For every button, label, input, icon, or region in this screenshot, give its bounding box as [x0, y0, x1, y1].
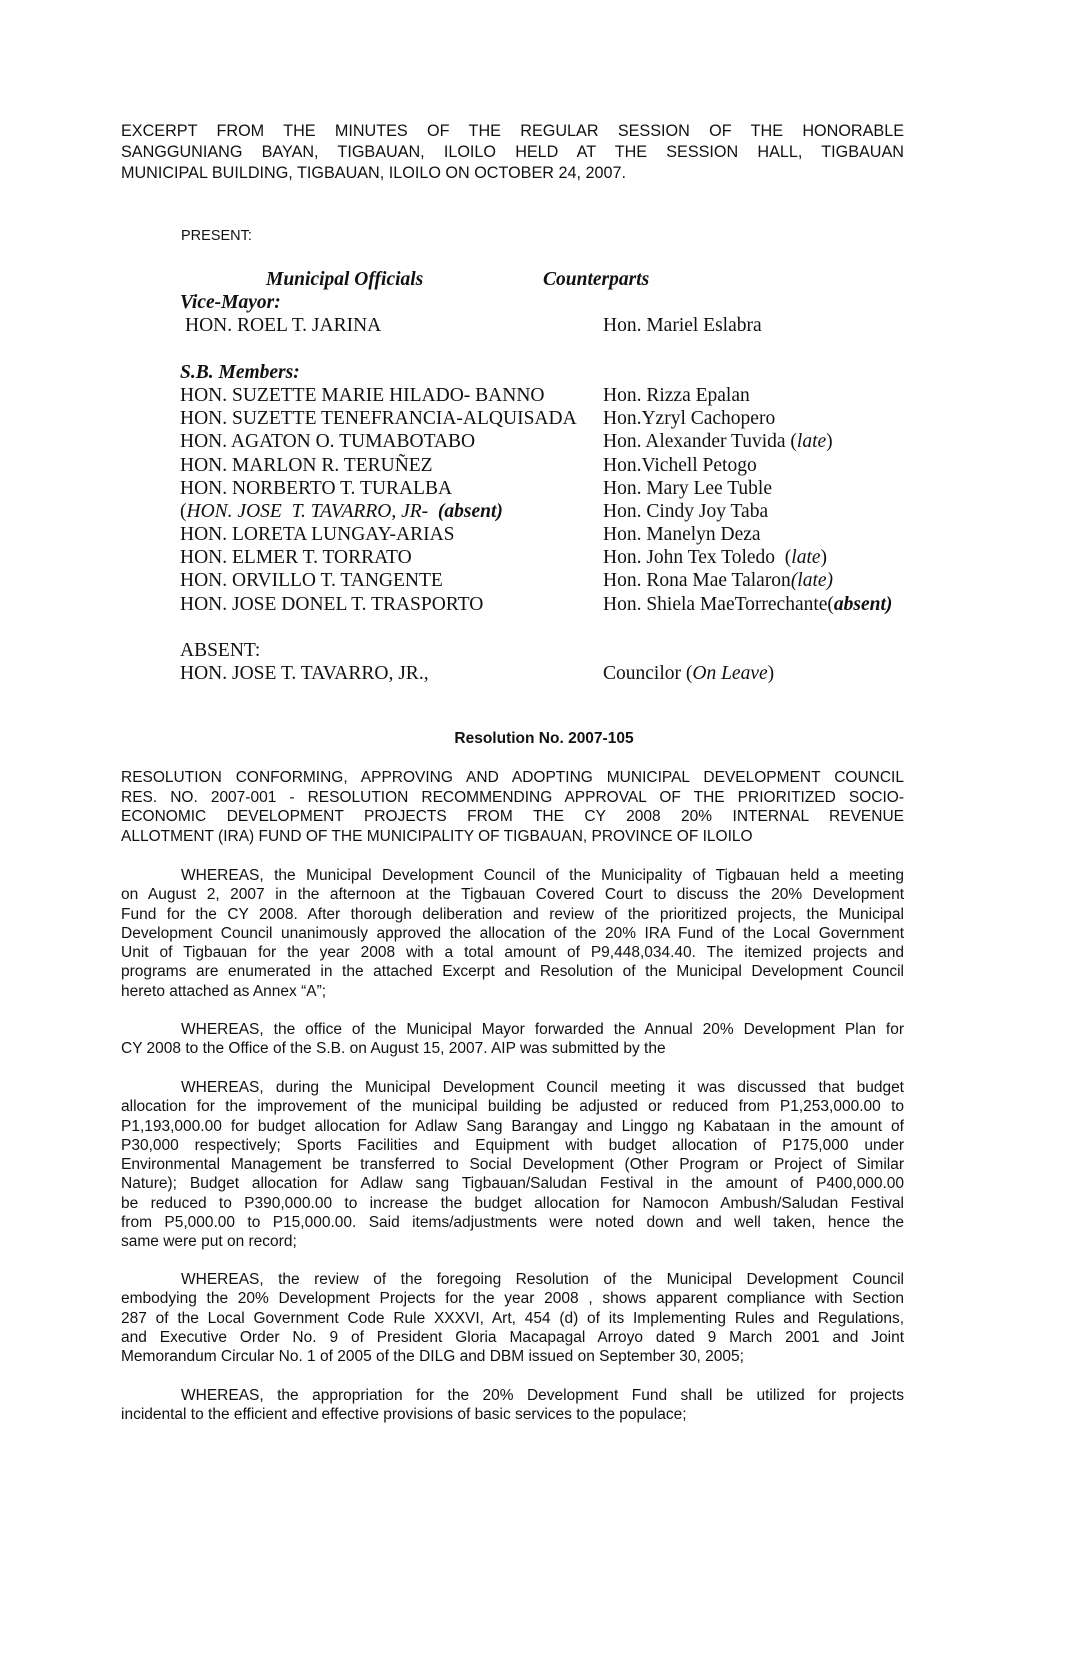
counterpart-name: Hon. Manelyn Deza — [603, 524, 761, 546]
absent-label: ABSENT: — [180, 640, 261, 661]
roster-row — [180, 430, 920, 453]
resolution-title — [121, 768, 904, 846]
official-name: HON. SUZETTE MARIE HILADO- BANNO — [180, 384, 545, 406]
counterpart-name — [603, 593, 892, 616]
paragraph-line: CY 2008 to the Office of the S.B. on August 15, 2007. AIP was submitted by the — [121, 1040, 666, 1058]
whereas-paragraph — [121, 1078, 904, 1252]
roster-column-headers — [180, 268, 920, 291]
counterpart-text: Hon. Shiela MaeTorrechante( — [603, 593, 834, 615]
paragraph-line: Development Council unanimously approved the allocation of the 20% IRA Fund of the Local Government — [121, 924, 904, 942]
whereas-paragraph — [121, 866, 904, 1001]
whereas-paragraph — [121, 1386, 904, 1425]
whereas-paragraph — [121, 1020, 904, 1059]
official-text: ( — [180, 500, 187, 522]
title-line: RES. NO. 2007-001 - RESOLUTION RECOMMENDING APPROVAL OF THE PRIORITIZED SOCIO- — [121, 788, 904, 806]
absent-note: absent) — [833, 593, 893, 615]
title-line: ALLOTMENT (IRA) FUND OF THE MUNICIPALITY OF TIGBAUAN, PROVINCE OF ILOILO — [121, 827, 753, 845]
late-note: late — [791, 547, 821, 569]
paragraph-line: WHEREAS, the office of the Municipal Mayor forwarded the Annual 20% Development Plan for — [181, 1021, 904, 1038]
counterpart-text: Councilor ( — [603, 663, 693, 685]
header-line: MUNICIPAL BUILDING, TIGBAUAN, ILOILO ON OCTOBER 24, 2007. — [121, 164, 626, 182]
counterpart-text: ) — [767, 663, 775, 685]
counterpart-text: ) — [826, 431, 833, 453]
paragraph-line: be reduced to P390,000.00 to increase the budget allocation for Namocon Ambush/Saludan Festival — [121, 1194, 904, 1212]
roster-row — [180, 314, 920, 337]
counterpart-name — [603, 430, 833, 453]
counterpart-name — [603, 546, 827, 569]
paragraph-line: hereto attached as Annex “A”; — [121, 982, 327, 1000]
official-name: HON. ELMER T. TORRATO — [180, 547, 412, 569]
paragraph-line: allocation for the improvement of the municipal building be adjusted or reduced from P1,253,000.00 to — [121, 1098, 904, 1116]
roster-row — [180, 662, 920, 685]
official-name: HON. SUZETTE TENEFRANCIA-ALQUISADA — [180, 408, 577, 430]
header-line: SANGGUNIANG BAYAN, TIGBAUAN, ILOILO HELD AT THE SESSION HALL, TIGBAUAN — [121, 143, 904, 161]
whereas-paragraph — [121, 1270, 904, 1366]
paragraph-line: same were put on record; — [121, 1233, 297, 1251]
paragraph-line: from P5,000.00 to P15,000.00. Said items/adjustments were noted down and well taken, hence the — [121, 1214, 904, 1232]
official-name: HON. JOSE DONEL T. TRASPORTO — [180, 593, 484, 615]
counterparts-column-header: Counterparts — [543, 269, 650, 290]
counterpart-name — [603, 662, 774, 685]
counterpart-name: Hon. Cindy Joy Taba — [603, 500, 769, 522]
paragraph-line: incidental to the efficient and effective provisions of basic services to the populace; — [121, 1406, 687, 1424]
paragraph-line: Fund for the CY 2008. After thorough deliberation and review of the prioritized projects, the Municipal — [121, 905, 904, 923]
paragraph-line: Unit of Tigbauan for the year 2008 with a total amount of P9,448,034.40. The itemized projects and — [121, 944, 904, 962]
counterpart-text: Hon. Rona Mae Talaron — [603, 570, 791, 592]
counterpart-text: Hon. John Tex Toledo ( — [603, 547, 792, 569]
roster-row — [180, 477, 920, 500]
late-note: late — [796, 431, 827, 453]
paragraph-line: P1,193,000.00 for budget allocation for Adlaw Sang Barangay and Linggo ng Kabataan in the amount of — [121, 1117, 904, 1135]
title-line: RESOLUTION CONFORMING, APPROVING AND ADOPTING MUNICIPAL DEVELOPMENT COUNCIL — [121, 769, 904, 786]
roster-row — [180, 593, 920, 616]
vice-mayor-label: Vice-Mayor: — [180, 292, 281, 314]
counterpart-name: Hon.Yzryl Cachopero — [603, 408, 776, 430]
roster-row — [180, 384, 920, 407]
official-name: HON. ORVILLO T. TANGENTE — [180, 570, 443, 592]
official-text: HON. JOSE T. TAVARRO, JR- — [186, 500, 438, 522]
present-label: PRESENT: — [181, 228, 252, 244]
absent-note: (absent) — [437, 500, 503, 522]
officials-column-header: Municipal Officials — [266, 269, 424, 290]
resolution-number: Resolution No. 2007-105 — [454, 730, 634, 747]
header-line: EXCERPT FROM THE MINUTES OF THE REGULAR SESSION OF THE HONORABLE — [121, 122, 904, 140]
official-name: HON. NORBERTO T. TURALBA — [180, 477, 453, 499]
counterpart-name: Hon. Mary Lee Tuble — [603, 477, 772, 499]
paragraph-line: WHEREAS, during the Municipal Development Council meeting it was discussed that budget — [181, 1079, 904, 1096]
sb-members-label: S.B. Members: — [180, 361, 300, 383]
counterpart-text: ) — [820, 547, 828, 569]
title-line: ECONOMIC DEVELOPMENT PROJECTS FROM THE CY 2008 20% INTERNAL REVENUE — [121, 808, 904, 825]
paragraph-line: and Executive Order No. 9 of President Gloria Macapagal Arroyo dated 9 March 2001 and Joint — [121, 1328, 904, 1346]
paragraph-line: P30,000 respectively; Sports Facilities and Equipment with budget allocation of P175,000 under — [121, 1136, 904, 1154]
official-name: HON. AGATON O. TUMABOTABO — [180, 431, 476, 453]
official-name: HON. MARLON R. TERUÑEZ — [180, 454, 433, 476]
official-name: HON. JOSE T. TAVARRO, JR., — [180, 663, 429, 685]
counterpart-name: Hon.Vichell Petogo — [603, 454, 757, 476]
paragraph-line: embodying the 20% Development Projects for the year 2008 , shows apparent compliance with Section — [121, 1290, 904, 1308]
paragraph-line: Nature); Budget allocation for Adlaw sang Tigbauan/Saludan Festival in the amount of P400,000.00 — [121, 1175, 904, 1193]
paragraph-line: Environmental Management be transferred to Social Development (Other Program or Project of Similar — [121, 1156, 904, 1174]
official-name: HON. ROEL T. JARINA — [185, 315, 382, 337]
official-name — [180, 500, 603, 523]
roster-row — [180, 454, 920, 477]
counterpart-name — [603, 569, 833, 592]
counterpart-text: Hon. Alexander Tuvida ( — [603, 431, 797, 453]
late-note: (late) — [790, 570, 834, 592]
document-header — [121, 121, 904, 184]
roster-row — [180, 523, 920, 546]
roster-row — [180, 500, 920, 523]
official-name: HON. LORETA LUNGAY-ARIAS — [180, 524, 455, 546]
paragraph-line: WHEREAS, the review of the foregoing Resolution of the Municipal Development Council — [181, 1271, 904, 1288]
leave-note: On Leave — [692, 663, 768, 685]
counterpart-name: Hon. Mariel Eslabra — [603, 315, 762, 337]
paragraph-line: Memorandum Circular No. 1 of 2005 of the DILG and DBM issued on September 30, 2005; — [121, 1348, 744, 1366]
paragraph-line: WHEREAS, the Municipal Development Council of the Municipality of Tigbauan held a meeting — [181, 867, 904, 884]
paragraph-line: programs are enumerated in the attached Excerpt and Resolution of the Municipal Development Council — [121, 963, 904, 981]
paragraph-line: WHEREAS, the appropriation for the 20% Development Fund shall be utilized for projects — [181, 1387, 904, 1404]
paragraph-line: 287 of the Local Government Code Rule XXXVI, Art, 454 (d) of its Implementing Rules and Regulations, — [121, 1309, 904, 1327]
counterpart-name: Hon. Rizza Epalan — [603, 384, 750, 406]
roster-row — [180, 407, 920, 430]
paragraph-line: on August 2, 2007 in the afternoon at the Tigbauan Covered Court to discuss the 20% Development — [121, 886, 904, 904]
roster-row — [180, 569, 920, 592]
attendance-roster — [180, 268, 920, 685]
roster-row — [180, 546, 920, 569]
